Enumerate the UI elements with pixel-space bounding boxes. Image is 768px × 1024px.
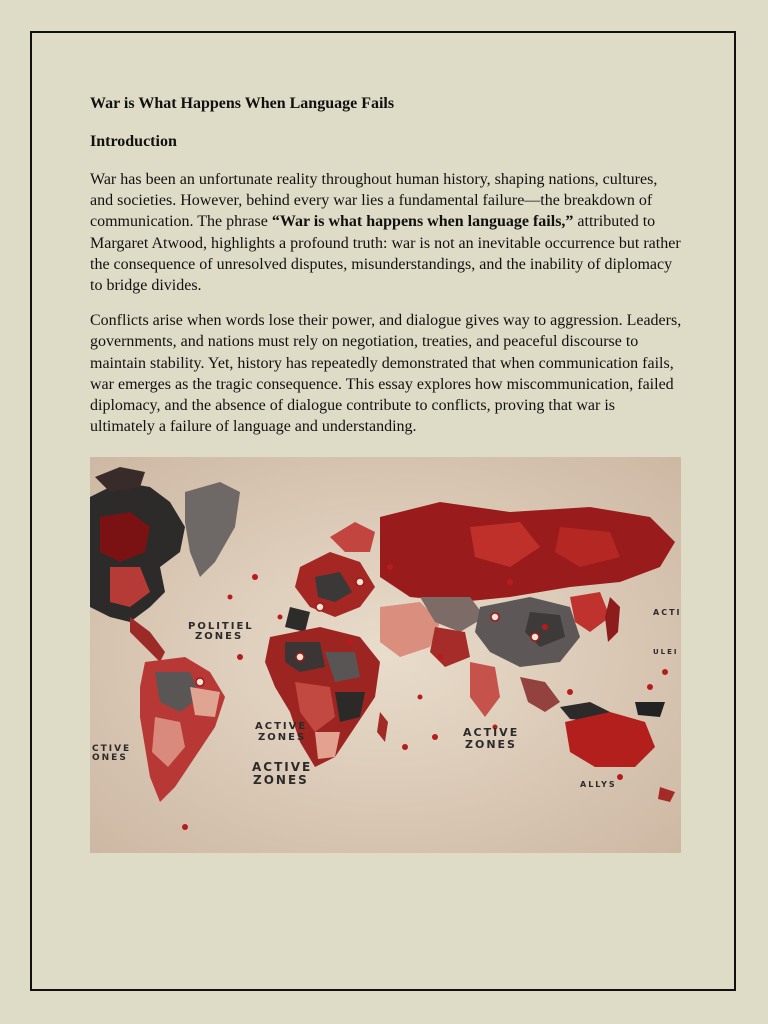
map-label-active-right-2: ULEI (653, 648, 679, 656)
map-label-active-right-1: ACTI (653, 608, 681, 617)
section-heading-introduction: Introduction (90, 133, 177, 150)
map-label-australia: ALLYS (580, 780, 617, 789)
paragraph-1-text-a: War has been an unfortunate reality throughout human history, shaping nations, cultures, and societies. However, behind every war lies a fundamental failure—the breakdown of communication. The phrase (90, 171, 658, 231)
paragraph-1-text-b: attributed to Margaret Atwood, highlights a profound truth: war is not an inevitable occurrence but rather the consequence of unresolved disputes, misunderstandings, and the inability of diplomacy to bridge divides. (90, 213, 681, 295)
map-label-active-asia-2: ZONES (465, 738, 517, 751)
map-label-potential-1: POLITIEL (188, 621, 254, 632)
map-label-active-left-1: CTIVE (92, 744, 132, 754)
map-label-active-asia-1: ACTIVE (463, 726, 520, 739)
atwood-quote: “War is what happens when language fails,” (271, 213, 574, 231)
map-label-active-sa2-1: ACTIVE (252, 760, 313, 774)
world-conflict-map-image (90, 457, 681, 853)
map-label-active-left-2: ONES (92, 753, 128, 763)
map-label-active-sa-2: ZONES (258, 732, 307, 743)
map-label-active-sa-1: ACTIVE (255, 721, 308, 732)
map-label-potential-2: ZONES (195, 631, 244, 642)
map-label-active-sa2-2: ZONES (253, 773, 309, 787)
paragraph-2: Conflicts arise when words lose their power, and dialogue gives way to aggression. Leaders, governments, and nations must rely on negotiation, treaties, and peaceful discourse to maintain stability. Yet, history has repeatedly demonstrated that when communication fails, war emerges as the tragic consequence. This essay explores how miscommunication, failed diplomacy, and the absence of dialogue contribute to conflicts, proving that war is ultimately a failure of language and understanding. (90, 312, 682, 436)
paragraph-1 (90, 169, 682, 296)
document-title: War is What Happens When Language Fails (90, 95, 395, 112)
document-body (90, 93, 682, 451)
